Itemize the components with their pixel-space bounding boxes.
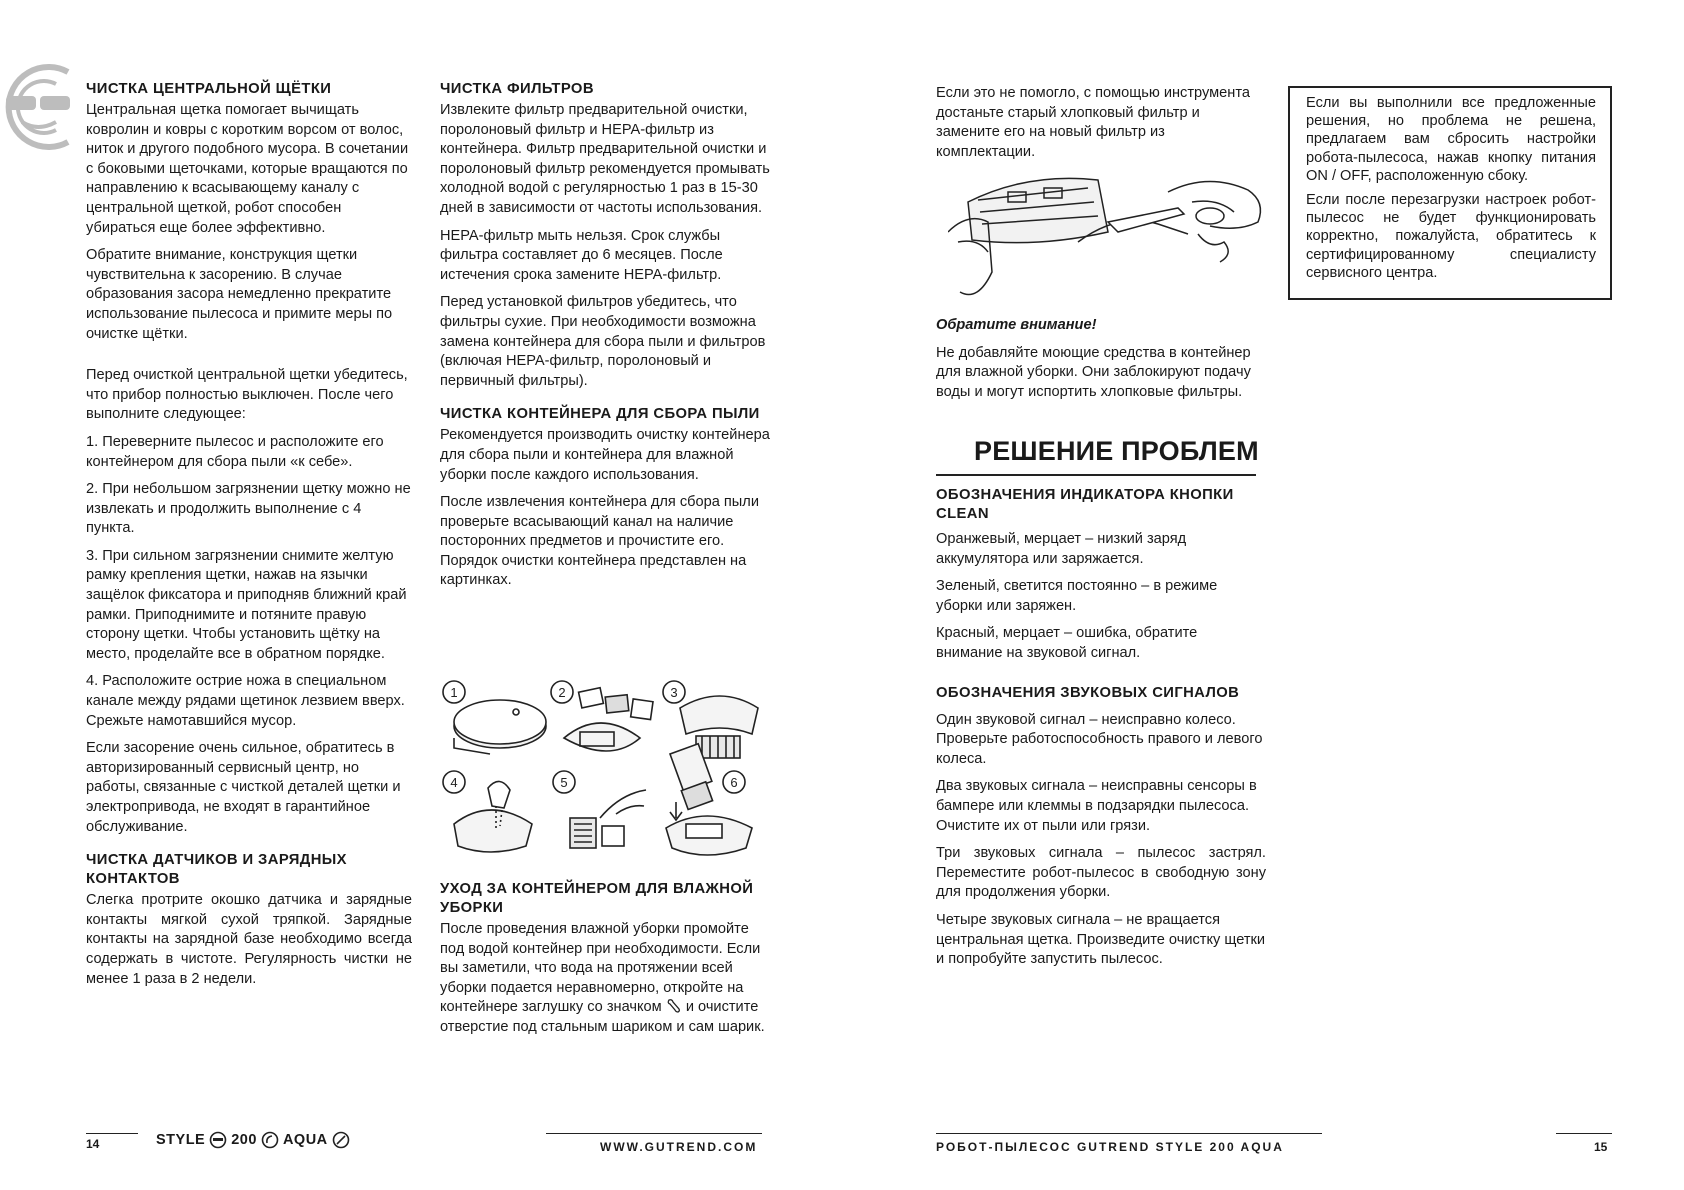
heading-sound-signals: ОБОЗНАЧЕНИЯ ЗВУКОВЫХ СИГНАЛОВ <box>936 684 1240 701</box>
column-left-1 <box>86 80 412 997</box>
mascot-head-icon <box>0 58 80 154</box>
page-number-left: 14 <box>86 1137 100 1151</box>
wrench-icon <box>666 998 682 1014</box>
footer-rule <box>1556 1133 1612 1134</box>
step-2: 2. При небольшом загрязнении щетку можно не извлекать и продолжить выполнение с 4 пункта. <box>86 481 411 537</box>
step-label: 1 <box>450 685 458 700</box>
step-1: 1. Переверните пылесос и расположите его контейнером для сбора пыли «к себе». <box>86 433 384 470</box>
box-paragraph: Если вы выполнили все предложенные решения, но проблема не решена, предлагаем вам сбросить настройки робота-пылесоса, нажав кнопку питания ON / OFF, расположенную сбоку. <box>1306 95 1596 184</box>
column-left-2-bottom <box>440 880 772 1046</box>
caution-text: Не добавляйте моющие средства в контейнер для влажной уборки. Они заблокируют подачу воды и могут испортить хлопковые фильтры. <box>936 344 1251 400</box>
brand-aqua: AQUA <box>282 1132 328 1148</box>
signal-two: Два звуковых сигнала – неисправны сенсоры в бампере или клеммы в подзарядки пылесоса. Очистите их от пыли или грязи. <box>936 778 1257 834</box>
section-title-troubleshooting: РЕШЕНИЕ ПРОБЛЕМ <box>974 436 1259 466</box>
paragraph: Если это не помогло, с помощью инструмента достаньте старый хлопковый фильтр и замените его на новый фильтр из комплектации. <box>936 85 1250 160</box>
step-label: 5 <box>560 775 568 790</box>
paragraph: Центральная щетка помогает вычищать ковролин и ковры с коротким ворсом от волос, ниток и другого подобного мусора. В сочетании с боковыми щеточками, которые вращаются по направлению к всасывающему каналу с центральной щеткой, робот способен убираться еще более эффективно. <box>86 102 409 236</box>
paragraph: HEPA-фильтр мыть нельзя. Срок службы фильтра составляет до 6 месяцев. После истечения срока замените HEPA-фильтр. <box>440 227 723 283</box>
heading-filters: ЧИСТКА ФИЛЬТРОВ <box>440 81 594 97</box>
wave-icon <box>261 1131 279 1149</box>
container-cleaning-steps-figure <box>440 678 770 864</box>
section-title-rule <box>936 474 1256 476</box>
product-name: РОБОТ-ПЫЛЕСОС GUTREND STYLE 200 AQUA <box>936 1140 1284 1154</box>
signal-four: Четыре звуковых сигнала – не вращается центральная щетка. Произведите очистку щетки и попробуйте запустить пылесос. <box>936 911 1266 968</box>
paragraph: Рекомендуется производить очистку контейнера для сбора пыли и контейнера для влажной уборки после каждого использования. <box>440 427 770 483</box>
footer-rule <box>86 1133 138 1134</box>
step-3: 3. При сильном загрязнении снимите желтую рамку крепления щетки, нажав на язычки защёлок фиксатора и приподняв ближний край рамки. Приподнимите и потяните правую сторону щетки. Чтобы установить щётку на место, проделайте все в обратном порядке. <box>86 547 407 662</box>
column-left-2 <box>440 80 772 599</box>
heading-clean-indicator: ОБОЗНАЧЕНИЯ ИНДИКАТОРА КНОПКИ CLEAN <box>936 487 1234 522</box>
step-label: 3 <box>670 685 678 700</box>
footer-rule <box>546 1133 762 1134</box>
paragraph-part: После проведения влажной уборки промойте под водой контейнер при необходимости. Если вы заметили, что вода на протяжении всей уборки подается неравномерно, откройте на контейнере заглушку со значком <box>440 921 761 1016</box>
caution-title: Обратите внимание! <box>936 317 1097 333</box>
leaf-icon <box>332 1131 350 1149</box>
signal-three: Три звуковых сигнала – пылесос застрял. Переместите робот-пылесос в свободную зону для продолжения уборки. <box>936 845 1266 901</box>
paragraph-part: и очистите отверстие под стальным шариком и сам шарик. <box>440 999 765 1035</box>
step-label: 4 <box>450 775 458 790</box>
website: WWW.GUTREND.COM <box>600 1140 758 1154</box>
heading-central-brush: ЧИСТКА ЦЕНТРАЛЬНОЙ ЩЁТКИ <box>86 81 332 97</box>
step-4: 4. Расположите острие ножа в специальном канале между рядами щетинок лезвием вверх. Срежьте намотавшийся мусор. <box>86 673 405 729</box>
paragraph: После извлечения контейнера для сбора пыли проверьте всасывающий канал на наличие посторонних предметов и прочистите его. Порядок очистки контейнера представлен на картинках. <box>440 494 759 589</box>
heading-dust-container: ЧИСТКА КОНТЕЙНЕРА ДЛЯ СБОРА ПЫЛИ <box>440 406 760 423</box>
heading-wet-container: УХОД ЗА КОНТЕЙНЕРОМ ДЛЯ ВЛАЖНОЙ УБОРКИ <box>440 881 754 916</box>
indicator-red: Красный, мерцает – ошибка, обратите внимание на звуковой сигнал. <box>936 625 1198 661</box>
head-icon <box>209 1131 227 1149</box>
indicator-orange: Оранжевый, мерцает – низкий заряд аккумулятора или заряжается. <box>936 531 1187 567</box>
footer-rule <box>936 1133 1322 1134</box>
indicator-green: Зеленый, светится постоянно – в режиме уборки или заряжен. <box>936 578 1218 614</box>
heading-sensors: ЧИСТКА ДАТЧИКОВ И ЗАРЯДНЫХ КОНТАКТОВ <box>86 852 347 888</box>
paragraph: Перед очисткой центральной щетки убедитесь, что прибор полностью выключен. После чего выполните следующее: <box>86 367 408 423</box>
paragraph: Слегка протрите окошко датчика и зарядные контакты мягкой сухой тряпкой. Зарядные контакты на зарядной базе необходимо всегда содержать в чистоте. Регулярность чистки не менее 1 раза в 2 недели. <box>86 892 412 987</box>
filter-replacement-illustration <box>948 162 1268 310</box>
step-label: 2 <box>558 685 566 700</box>
column-right-1-troubleshooting <box>936 486 1266 978</box>
column-right-1 <box>936 84 1266 170</box>
paragraph: Извлеките фильтр предварительной очистки, поролоновый фильтр и HEPA-фильтр из контейнера. Фильтр предварительной очистки и поролоновый фильтр рекомендуется промывать холодной водой с регулярностью 1 раз в 15-30 дней в зависимости от частоты использования. <box>440 102 770 216</box>
reset-note-box <box>1288 86 1612 300</box>
box-paragraph: Если после перезагрузки настроек робот-пылесос не будет функционировать корректно, пожалуйста, обратитесь к сертифицированному специалисту сервисного центра. <box>1306 192 1596 281</box>
brand-style: STYLE <box>156 1132 206 1148</box>
brand-200: 200 <box>231 1132 257 1148</box>
paragraph: Обратите внимание, конструкция щетки чувствительна к засорению. В случае образования засора немедленно прекратите использование пылесоса и примите меры по очистке щётки. <box>86 247 393 342</box>
paragraph: Если засорение очень сильное, обратитесь в авторизированный сервисный центр, но работы, связанные с чисткой деталей щетки и электропривода, не входят в гарантийное обслуживание. <box>86 740 401 835</box>
paragraph: Перед установкой фильтров убедитесь, что фильтры сухие. При необходимости возможна замена контейнера для сбора пыли и фильтров (включая HEPA-фильтр, поролоновый и первичный фильтры). <box>440 294 766 389</box>
step-label: 6 <box>730 775 738 790</box>
page-number-right: 15 <box>1594 1140 1608 1154</box>
paragraph <box>440 920 772 1038</box>
caution-block <box>936 316 1266 410</box>
signal-one: Один звуковой сигнал – неисправно колесо. Проверьте работоспособность правого и левого колеса. <box>936 711 1263 767</box>
brand-logo <box>156 1131 350 1149</box>
